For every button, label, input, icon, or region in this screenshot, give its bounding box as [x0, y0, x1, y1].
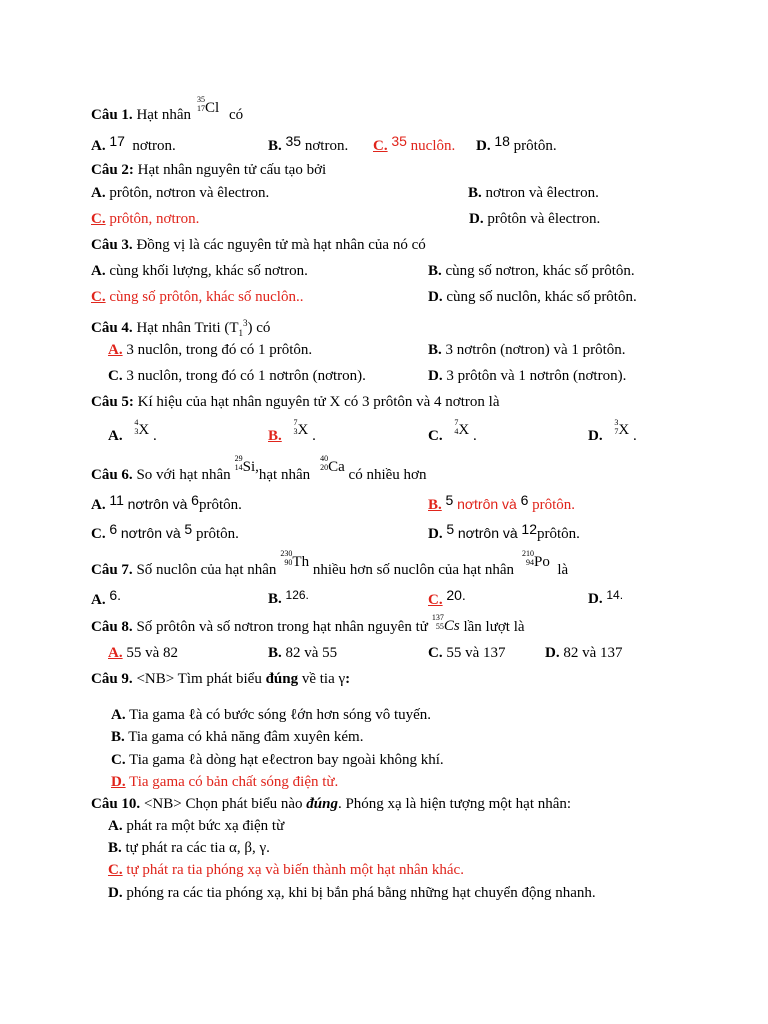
q8-nuclide-cs	[431, 613, 460, 635]
q4-d-text: 3 prôtôn và 1 nơtrôn (nơtron).	[446, 368, 627, 384]
q1-label: Câu 1.	[91, 107, 133, 123]
q6-nuclide-si	[234, 454, 259, 476]
q5-c-nuclide	[454, 418, 470, 439]
q5-option-c[interactable]	[428, 418, 477, 445]
q5-d-sym: X	[618, 422, 630, 438]
q6-si-atomic: 14	[234, 463, 243, 472]
q8-d-text: 82 và 137	[563, 645, 623, 661]
q7-d-label: D.	[588, 591, 603, 607]
q1-b-num: 35	[285, 133, 302, 149]
q5-d-nuclide	[614, 418, 630, 439]
q1-stem	[91, 95, 244, 124]
q10-option-c[interactable]	[108, 861, 464, 879]
q7-po-atomic: 94	[526, 558, 535, 567]
q3-option-c[interactable]	[91, 288, 303, 306]
q8-option-d[interactable]	[545, 644, 623, 662]
q8-option-a[interactable]	[108, 644, 178, 662]
q5-a-top: 4	[134, 418, 139, 427]
q6-b-label: B.	[428, 497, 442, 513]
q6-stem	[91, 454, 427, 484]
q5-b-label: B.	[268, 428, 282, 444]
q9-c-label: C.	[111, 752, 126, 768]
q7-option-c[interactable]	[428, 587, 466, 609]
q7-th-symbol: Th	[292, 554, 310, 570]
q8-a-label: A.	[108, 645, 123, 661]
q10-option-d[interactable]	[108, 884, 596, 902]
q7-a-text: 6.	[109, 587, 122, 603]
q1-c-text: nuclôn.	[410, 138, 456, 154]
q3-b-label: B.	[428, 263, 442, 279]
q6-b-t2: prôtôn.	[532, 497, 576, 513]
q3-b-text: cùng số nơtron, khác số prôtôn.	[445, 263, 635, 279]
q4-a-label: A.	[108, 342, 123, 358]
q9-d-label: D.	[111, 774, 126, 790]
q10-stem-text: <NB> Chọn phát biểu nào	[143, 796, 303, 812]
q2-stem	[91, 161, 326, 179]
q10-stem-end: . Phóng xạ là hiện tượng một hạt nhân:	[337, 796, 572, 812]
q7-th-atomic: 90	[284, 558, 293, 567]
q6-nuclide-ca	[320, 454, 345, 476]
q10-d-label: D.	[108, 885, 123, 901]
q8-label: Câu 8.	[91, 619, 133, 635]
q3-c-text: cùng số prôtôn, khác số nuclôn..	[109, 289, 304, 305]
q9-a-text: Tia gama ℓà có bước sóng ℓớn hơn sóng vô tuyến.	[129, 707, 432, 723]
q8-option-c[interactable]	[428, 644, 506, 662]
q6-si-mass: 29	[234, 454, 243, 463]
q3-a-text: cùng khối lượng, khác số nơtron.	[109, 263, 308, 279]
q6-a-n1: 11	[109, 492, 124, 508]
q8-stem-end: lần lượt là	[463, 619, 525, 635]
q3-option-b[interactable]	[428, 262, 635, 280]
q7-mid-text: nhiều hơn số nuclôn của hạt nhân	[312, 562, 515, 578]
q6-d-t1: nơtrôn và	[457, 525, 518, 541]
q3-stem-text: Đồng vị là các nguyên tử mà hạt nhân của nó có	[136, 237, 426, 253]
q3-c-label: C.	[91, 289, 106, 305]
q1-stem-end: có	[228, 107, 244, 123]
q9-d-text: Tia gama có bản chất sóng điện từ.	[129, 774, 339, 790]
q8-stem-text: Số prôtôn và số nơtron trong hạt nhân nguyên tử	[136, 619, 428, 635]
q5-stem	[91, 393, 499, 411]
q6-d-t2: prôtôn.	[537, 526, 580, 542]
q5-label: Câu 5:	[91, 394, 134, 410]
q9-stem	[91, 670, 350, 688]
q4-label: Câu 4.	[91, 320, 133, 336]
q9-bold-word: đúng	[265, 671, 299, 687]
q7-label: Câu 7.	[91, 562, 133, 578]
q5-d-end: .	[632, 428, 637, 444]
q5-c-end: .	[472, 428, 477, 444]
q7-stem-end: là	[557, 562, 569, 578]
q3-label: Câu 3.	[91, 237, 133, 253]
q4-option-c[interactable]	[108, 367, 366, 385]
q2-c-label: C.	[91, 211, 106, 227]
q7-a-label: A.	[91, 592, 106, 608]
q2-d-label: D.	[469, 211, 484, 227]
q6-c-t2: prôtôn.	[195, 526, 239, 542]
q3-d-text: cùng số nuclôn, khác số prôtôn.	[446, 289, 637, 305]
q2-option-b[interactable]	[468, 184, 599, 202]
q9-option-b[interactable]	[111, 728, 363, 746]
q7-option-d[interactable]	[588, 590, 623, 608]
q8-c-label: C.	[428, 645, 443, 661]
q8-a-text: 55 và 82	[126, 645, 179, 661]
q6-option-d[interactable]	[428, 521, 580, 543]
q7-option-b[interactable]	[268, 590, 309, 608]
q6-a-label: A.	[91, 497, 106, 513]
q10-a-label: A.	[108, 818, 123, 834]
q5-d-bot: 7	[614, 427, 619, 436]
q4-a-text: 3 nuclôn, trong đó có 1 prôtôn.	[126, 342, 313, 358]
q6-a-t1: nơtrôn và	[127, 496, 188, 512]
q4-b-text: 3 nơtrôn (nơtron) và 1 prôtôn.	[445, 342, 626, 358]
q1-nuclide	[197, 95, 220, 117]
q6-label: Câu 6.	[91, 467, 133, 483]
q2-option-a[interactable]	[91, 184, 269, 202]
q5-option-a[interactable]	[108, 418, 157, 445]
q1-option-b[interactable]	[268, 133, 349, 155]
q1-option-d[interactable]	[476, 133, 557, 155]
q2-d-text: prôtôn và êlectron.	[487, 211, 601, 227]
q6-b-n2: 6	[520, 492, 529, 508]
q9-option-c[interactable]	[111, 751, 444, 769]
q10-a-text: phát ra một bức xạ điện từ	[126, 818, 285, 834]
q1-nuclide-mass: 35	[197, 95, 206, 104]
q10-label: Câu 10.	[91, 796, 141, 812]
q2-label: Câu 2:	[91, 162, 134, 178]
q1-b-text: nơtron.	[304, 138, 349, 154]
q1-stem-text: Hạt nhân	[136, 107, 192, 123]
q10-stem	[91, 795, 571, 813]
q1-d-num: 18	[494, 133, 510, 149]
q5-option-b[interactable]	[268, 418, 316, 445]
q6-stem-end: có nhiều hơn	[348, 467, 427, 483]
q7-th-mass: 230	[280, 549, 293, 558]
q6-c-n2: 5	[184, 521, 193, 537]
q6-option-a[interactable]	[91, 492, 242, 514]
q2-option-d[interactable]	[469, 210, 600, 228]
q4-stem-sup: 3	[243, 318, 248, 328]
q6-c-t1: nơtrôn và	[120, 525, 181, 541]
q9-a-label: A.	[111, 707, 126, 723]
q4-option-d[interactable]	[428, 367, 626, 385]
q9-b-text: Tia gama có khả năng đâm xuyên kém.	[128, 729, 364, 745]
q8-cs-symbol: Cs	[443, 618, 460, 634]
q9-option-a[interactable]	[111, 706, 431, 724]
q1-d-label: D.	[476, 138, 491, 154]
q6-ca-atomic: 20	[320, 463, 329, 472]
q3-option-a[interactable]	[91, 262, 308, 280]
q5-b-bot: 3	[293, 427, 298, 436]
q5-b-sym: X	[297, 422, 309, 438]
q1-c-label: C.	[373, 138, 388, 154]
q5-c-top: 7	[454, 418, 459, 427]
q5-b-nuclide	[293, 418, 309, 439]
q6-c-n1: 6	[109, 521, 118, 537]
q6-c-label: C.	[91, 526, 106, 542]
q6-ca-symbol: Ca	[328, 459, 345, 475]
q4-stem	[91, 314, 270, 342]
q7-nuclide-th	[280, 549, 310, 571]
q9-option-d[interactable]	[111, 773, 338, 791]
q10-option-a[interactable]	[108, 817, 284, 835]
q6-d-label: D.	[428, 526, 443, 542]
q2-b-text: nơtron và êlectron.	[485, 185, 599, 201]
q9-label: Câu 9.	[91, 671, 133, 687]
q4-option-b[interactable]	[428, 341, 626, 359]
q5-c-bot: 4	[454, 427, 459, 436]
q6-d-n2: 12	[521, 521, 537, 537]
q10-c-label: C.	[108, 862, 123, 878]
q8-stem	[91, 613, 525, 636]
q9-stem-end: về tia γ	[301, 671, 346, 687]
q5-option-d[interactable]	[588, 418, 637, 445]
q6-a-n2: 6	[191, 492, 199, 508]
q8-b-text: 82 và 55	[285, 645, 338, 661]
q9-b-label: B.	[111, 729, 125, 745]
q1-a-text: nơtron.	[132, 138, 176, 154]
q9-stem-text: <NB> Tìm phát biểu	[136, 671, 262, 687]
q1-a-num: 17	[109, 133, 125, 149]
q5-c-label: C.	[428, 428, 443, 444]
q2-stem-text: Hạt nhân nguyên tử cấu tạo bởi	[137, 162, 327, 178]
q10-bold-word: đúng	[306, 796, 338, 812]
q4-stem-end: ) có	[247, 320, 271, 336]
q2-a-label: A.	[91, 185, 106, 201]
q7-b-text: 126.	[285, 588, 309, 602]
q7-c-text: 20.	[446, 587, 466, 603]
q5-a-sym: X	[138, 422, 150, 438]
q4-stem-text: Hạt nhân Triti (T	[136, 320, 239, 336]
q1-nuclide-symbol: Cl	[205, 100, 220, 116]
q3-a-label: A.	[91, 263, 106, 279]
q3-d-label: D.	[428, 289, 443, 305]
q1-a-label: A.	[91, 138, 106, 154]
q3-option-d[interactable]	[428, 288, 637, 306]
q4-stem-sub: 1	[238, 328, 244, 338]
q4-d-label: D.	[428, 368, 443, 384]
q7-po-mass: 210	[522, 549, 535, 558]
q10-b-text: tự phát ra các tia α, β, γ.	[125, 840, 270, 856]
q2-b-label: B.	[468, 185, 482, 201]
q8-c-text: 55 và 137	[446, 645, 506, 661]
q5-c-sym: X	[458, 422, 470, 438]
q5-d-top: 3	[614, 418, 619, 427]
q6-mid-text: hạt nhân	[258, 467, 311, 483]
q8-cs-mass: 137	[431, 613, 444, 622]
q10-d-text: phóng ra các tia phóng xạ, khi bị bắn phá bằng những hạt chuyển động nhanh.	[126, 885, 596, 901]
q7-po-symbol: Po	[534, 554, 550, 570]
q1-option-a[interactable]	[91, 133, 176, 155]
q7-option-a[interactable]	[91, 587, 122, 609]
q10-option-b[interactable]	[108, 839, 270, 857]
q7-d-text: 14.	[606, 588, 624, 602]
q10-b-label: B.	[108, 840, 122, 856]
q8-option-b[interactable]	[268, 644, 337, 662]
q6-stem-text: So với hạt nhân	[136, 467, 231, 483]
q5-b-end: .	[312, 428, 316, 444]
q6-option-c[interactable]	[91, 521, 239, 543]
q5-b-top: 7	[293, 418, 298, 427]
q6-a-t2: prôtôn.	[198, 497, 242, 513]
q8-cs-atomic: 55	[435, 622, 444, 631]
q4-c-text: 3 nuclôn, trong đó có 1 nơtrôn (nơtron).	[126, 368, 366, 384]
q3-stem	[91, 236, 426, 254]
q2-option-c[interactable]	[91, 210, 199, 228]
q4-c-label: C.	[108, 368, 123, 384]
q7-b-label: B.	[268, 591, 282, 607]
q6-b-t1: nơtrôn và	[457, 496, 517, 512]
q9-colon: :	[345, 671, 351, 687]
q2-a-text: prôtôn, nơtron và êlectron.	[109, 185, 270, 201]
q5-a-bot: 3	[134, 427, 139, 436]
q4-b-label: B.	[428, 342, 442, 358]
q4-option-a[interactable]	[108, 341, 312, 359]
q8-b-label: B.	[268, 645, 282, 661]
q1-b-label: B.	[268, 138, 282, 154]
q6-d-n1: 5	[446, 521, 455, 537]
q8-d-label: D.	[545, 645, 560, 661]
q1-nuclide-atomic: 17	[197, 104, 206, 113]
q6-si-symbol: Si,	[242, 459, 259, 475]
q5-d-label: D.	[588, 428, 603, 444]
q7-nuclide-po	[522, 549, 550, 571]
q6-ca-mass: 40	[320, 454, 329, 463]
q7-stem	[91, 549, 569, 579]
q10-c-text: tự phát ra tia phóng xạ và biến thành một hạt nhân khác.	[126, 862, 464, 878]
q5-stem-text: Kí hiệu của hạt nhân nguyên tử X có 3 prôtôn và 4 nơtron là	[137, 394, 500, 410]
q1-option-c[interactable]	[373, 133, 456, 155]
q2-c-text: prôtôn, nơtron.	[109, 211, 200, 227]
q6-option-b[interactable]	[428, 492, 576, 514]
q5-a-label: A.	[108, 428, 123, 444]
q6-b-n1: 5	[445, 492, 454, 508]
q1-c-num: 35	[391, 133, 407, 149]
q1-d-text: prôtôn.	[513, 138, 557, 154]
q9-c-text: Tia gama ℓà dòng hạt eℓectron bay ngoài không khí.	[129, 752, 444, 768]
q7-c-label: C.	[428, 592, 443, 608]
q5-a-end: .	[152, 428, 157, 444]
q5-a-nuclide	[134, 418, 150, 439]
q7-stem-text: Số nuclôn của hạt nhân	[136, 562, 277, 578]
